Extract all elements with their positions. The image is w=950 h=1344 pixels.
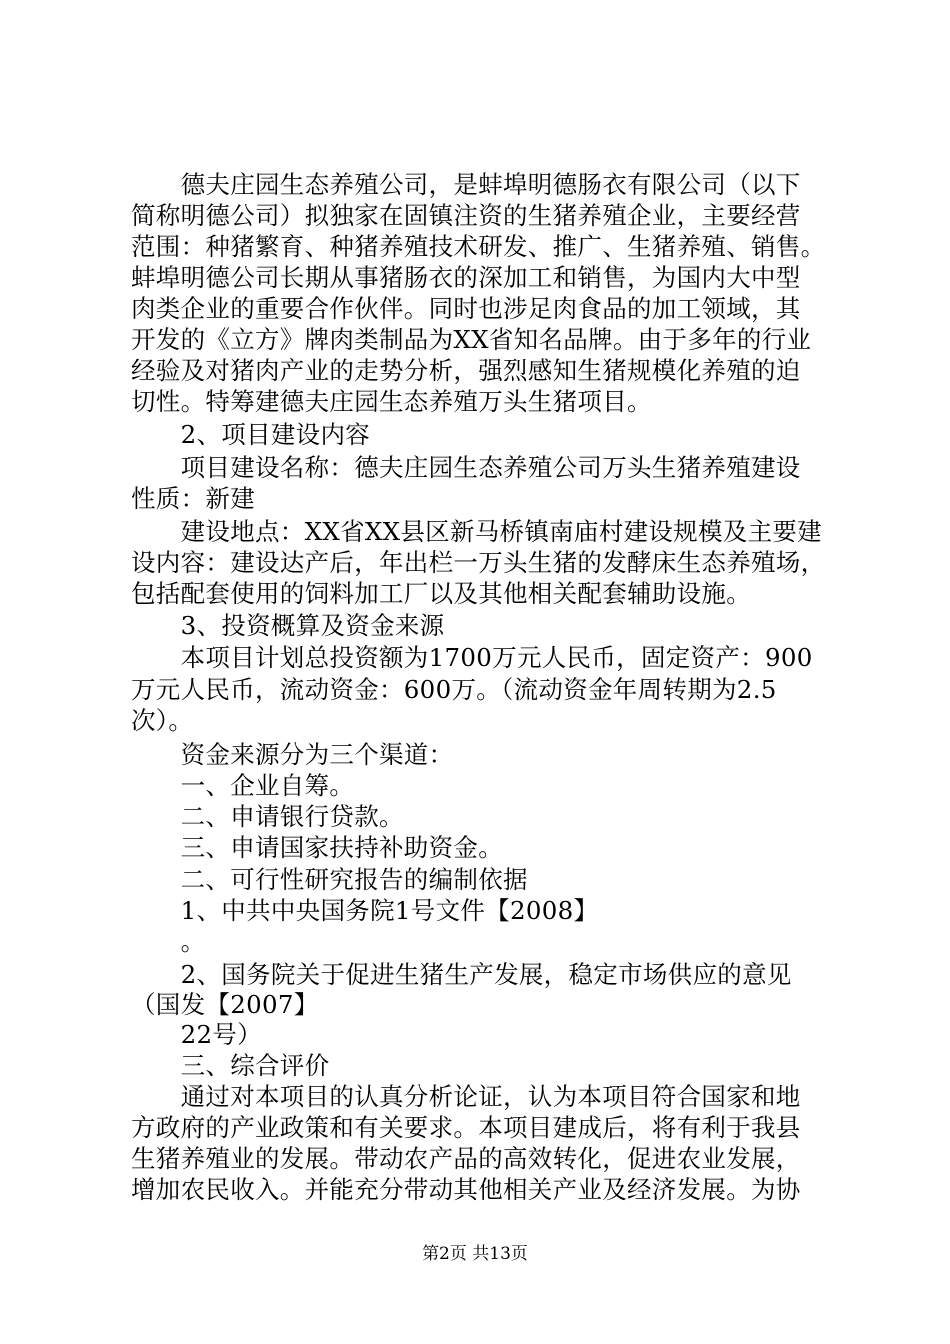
text-line: 经验及对猪肉产业的走势分析，强烈感知生猪规模化养殖的迫 [131, 356, 801, 385]
list-item: 二、申请银行贷款。 [131, 802, 404, 831]
text-line: 本项目计划总投资额为1700万元人民币，固定资产：900 [131, 643, 813, 672]
text-line: 。 [131, 927, 206, 956]
text-line: 通过对本项目的认真分析论证，认为本项目符合国家和地 [131, 1082, 801, 1111]
text-line: 次）。 [131, 706, 194, 735]
section-heading: 2、项目建设内容 [131, 420, 371, 449]
text-line: 包括配套使用的饲料加工厂以及其他相关配套辅助设施。 [131, 579, 751, 608]
list-item: 一、企业自筹。 [131, 771, 355, 800]
text-line: 性质：新建 [131, 484, 255, 513]
text-line: 方政府的产业政策和有关要求。本项目建成后，将有利于我县 [131, 1113, 801, 1142]
list-item: 1、中共中央国务院1号文件【2008】 [131, 896, 599, 925]
text-line: 德夫庄园生态养殖公司，是蚌埠明德肠衣有限公司（以下 [131, 170, 801, 199]
text-line: 资金来源分为三个渠道： [131, 740, 454, 769]
section-heading: 三、综合评价 [131, 1051, 330, 1080]
text-line: 设内容：建设达产后，年出栏一万头生猪的发酵床生态养殖场， [131, 548, 826, 577]
page-number-footer: 第2页 共13页 [422, 1244, 528, 1264]
text-line: 生猪养殖业的发展。带动农产品的高效转化，促进农业发展， [131, 1144, 801, 1173]
text-line: （国发【2007】 [131, 990, 319, 1019]
text-line: 万元人民币，流动资金：600万。（流动资金年周转期为2.5 [131, 675, 777, 704]
list-item: 2、国务院关于促进生猪生产发展，稳定市场供应的意见 [131, 960, 792, 989]
section-heading: 二、可行性研究报告的编制依据 [131, 865, 528, 894]
text-line: 项目建设名称：德夫庄园生态养殖公司万头生猪养殖建设 [131, 453, 801, 482]
list-item: 三、申请国家扶持补助资金。 [131, 833, 503, 862]
text-line: 切性。特筹建德夫庄园生态养殖万头生猪项目。 [131, 387, 652, 416]
text-line: 增加农民收入。并能充分带动其他相关产业及经济发展。为协 [131, 1175, 801, 1204]
text-line: 肉类企业的重要合作伙伴。同时也涉足肉食品的加工领域，其 [131, 294, 801, 323]
section-heading: 3、投资概算及资金来源 [131, 611, 445, 640]
text-line: 蚌埠明德公司长期从事猪肠衣的深加工和销售，为国内大中型 [131, 263, 801, 292]
text-line: 建设地点：XX省XX县区新马桥镇南庙村建设规模及主要建 [131, 517, 822, 546]
text-line: 简称明德公司）拟独家在固镇注资的生猪养殖企业，主要经营 [131, 201, 801, 230]
text-line: 范围：种猪繁育、种猪养殖技术研发、推广、生猪养殖、销售。 [131, 232, 826, 261]
text-line: 开发的《立方》牌肉类制品为XX省知名品牌。由于多年的行业 [131, 325, 812, 354]
text-line: 22号） [131, 1020, 262, 1049]
